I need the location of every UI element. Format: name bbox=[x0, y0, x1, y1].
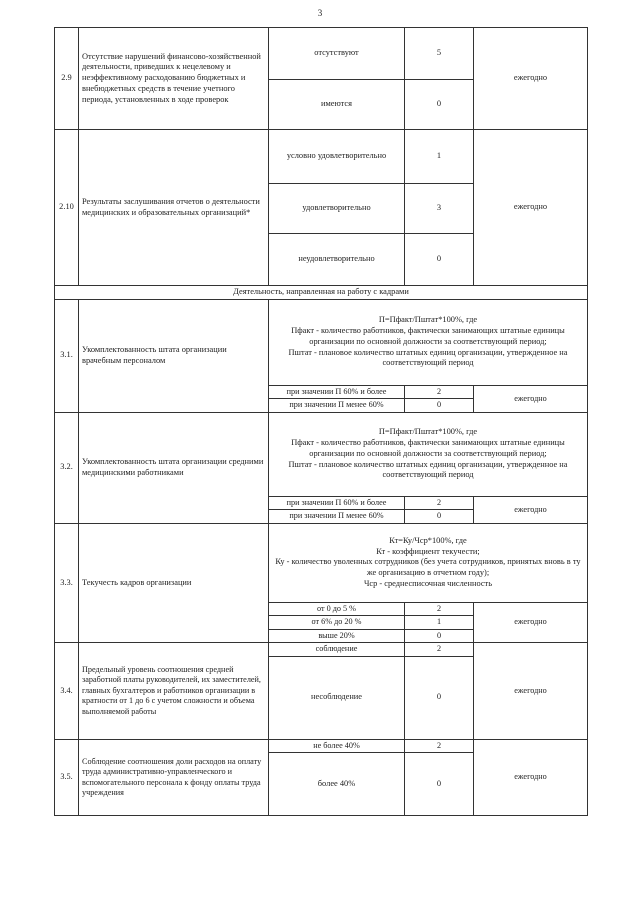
option-label: более 40% bbox=[269, 753, 405, 816]
option-label: при значении П менее 60% bbox=[269, 510, 405, 524]
option-label: при значении П 60% и более bbox=[269, 496, 405, 510]
option-score: 2 bbox=[405, 385, 474, 399]
row-number: 2.9 bbox=[55, 28, 79, 130]
option-label: условно удовлетворительно bbox=[269, 130, 405, 184]
option-score: 1 bbox=[405, 616, 474, 630]
table-row bbox=[55, 523, 588, 602]
formula-line: Пфакт - количество работников, фактически занимающих штатные единицы организации по основной должности за соответствующий период; bbox=[291, 326, 565, 346]
option-score: 0 bbox=[405, 629, 474, 643]
option-score: 2 bbox=[405, 602, 474, 616]
table-row bbox=[55, 286, 588, 300]
formula-line: Кт - коэффициент текучести; bbox=[376, 546, 480, 556]
row-number: 3.1. bbox=[55, 299, 79, 412]
table-row bbox=[55, 739, 588, 753]
formula-line: Кт=Ку/Чср*100%, где bbox=[389, 535, 467, 545]
formula-cell bbox=[269, 412, 588, 496]
formula-line: Пштат - плановое количество штатных единиц организации, утвержденное на соответствующий период bbox=[288, 347, 568, 368]
table-row bbox=[55, 28, 588, 80]
section-header: Деятельность, направленная на работу с кадрами bbox=[55, 286, 588, 300]
period-cell: ежегодно bbox=[474, 28, 588, 130]
formula-line: П=Пфакт/Пштат*100%, где bbox=[378, 315, 478, 325]
row-number: 3.3. bbox=[55, 523, 79, 643]
criterion-text: Предельный уровень соотношения средней заработной платы руководителей, их заместителей, главных бухгалтеров и работников организации в кратности от 1 до 6 с учетом сложности и объема выполняемой работы bbox=[79, 643, 269, 740]
row-number: 3.4. bbox=[55, 643, 79, 740]
option-label: от 0 до 5 % bbox=[269, 602, 405, 616]
table-row bbox=[55, 643, 588, 657]
option-label: не более 40% bbox=[269, 739, 405, 753]
option-label: от 6% до 20 % bbox=[269, 616, 405, 630]
option-score: 0 bbox=[405, 399, 474, 413]
option-label: при значении П 60% и более bbox=[269, 385, 405, 399]
option-score: 0 bbox=[405, 656, 474, 739]
option-label: выше 20% bbox=[269, 629, 405, 643]
row-number: 2.10 bbox=[55, 130, 79, 286]
formula-cell bbox=[269, 299, 588, 385]
option-label: неудовлетворительно bbox=[269, 234, 405, 286]
criteria-table bbox=[54, 27, 588, 816]
option-label: соблюдение bbox=[269, 643, 405, 657]
option-score: 1 bbox=[405, 130, 474, 184]
table-row bbox=[55, 130, 588, 184]
option-score: 0 bbox=[405, 234, 474, 286]
formula-line: Ку - количество уволенных сотрудников (без учета сотрудников, принятых вновь в ту же организацию в отчетном году); bbox=[275, 557, 581, 578]
period-cell: ежегодно bbox=[474, 385, 588, 412]
criterion-text: Укомплектованность штата организации врачебным персоналом bbox=[79, 299, 269, 412]
formula-cell bbox=[269, 523, 588, 602]
criterion-text: Соблюдение соотношения доли расходов на оплату труда административно-управленческого и вспомогательного персонала к фонду оплаты труда учреждения bbox=[79, 739, 269, 816]
option-score: 0 bbox=[405, 753, 474, 816]
option-score: 2 bbox=[405, 496, 474, 510]
formula-line: Пштат - плановое количество штатных единиц организации, утвержденное на соответствующий период bbox=[288, 459, 568, 480]
option-label: имеются bbox=[269, 80, 405, 130]
formula-line: Чср - среднесписочная численность bbox=[363, 578, 493, 588]
row-number: 3.2. bbox=[55, 412, 79, 523]
period-cell: ежегодно bbox=[474, 130, 588, 286]
criterion-text: Результаты заслушивания отчетов о деятельности медицинских и образовательных организаций* bbox=[79, 130, 269, 286]
page-number: 3 bbox=[317, 8, 323, 18]
option-label: при значении П менее 60% bbox=[269, 399, 405, 413]
option-score: 5 bbox=[405, 28, 474, 80]
option-label: удовлетворительно bbox=[269, 184, 405, 234]
row-number: 3.5. bbox=[55, 739, 79, 816]
criterion-text: Отсутствие нарушений финансово-хозяйственной деятельности, приведших к нецелевому и неэффективному расходованию бюджетных и внебюджетных средств в течение учетного периода, установленных в ходе проверок bbox=[79, 28, 269, 130]
criterion-text: Текучесть кадров организации bbox=[79, 523, 269, 643]
option-score: 2 bbox=[405, 739, 474, 753]
table-row bbox=[55, 412, 588, 496]
period-cell: ежегодно bbox=[474, 602, 588, 643]
criterion-text: Укомплектованность штата организации средними медицинскими работниками bbox=[79, 412, 269, 523]
option-score: 3 bbox=[405, 184, 474, 234]
option-label: несоблюдение bbox=[269, 656, 405, 739]
table-row bbox=[55, 299, 588, 385]
formula-line: П=Пфакт/Пштат*100%, где bbox=[378, 427, 478, 437]
option-score: 0 bbox=[405, 80, 474, 130]
option-score: 0 bbox=[405, 510, 474, 524]
period-cell: ежегодно bbox=[474, 643, 588, 740]
formula-line: Пфакт - количество работников, фактически занимающих штатные единицы организации по основной должности за соответствующий период; bbox=[291, 438, 565, 458]
period-cell: ежегодно bbox=[474, 739, 588, 816]
option-label: отсутствуют bbox=[269, 28, 405, 80]
option-score: 2 bbox=[405, 643, 474, 657]
period-cell: ежегодно bbox=[474, 496, 588, 523]
